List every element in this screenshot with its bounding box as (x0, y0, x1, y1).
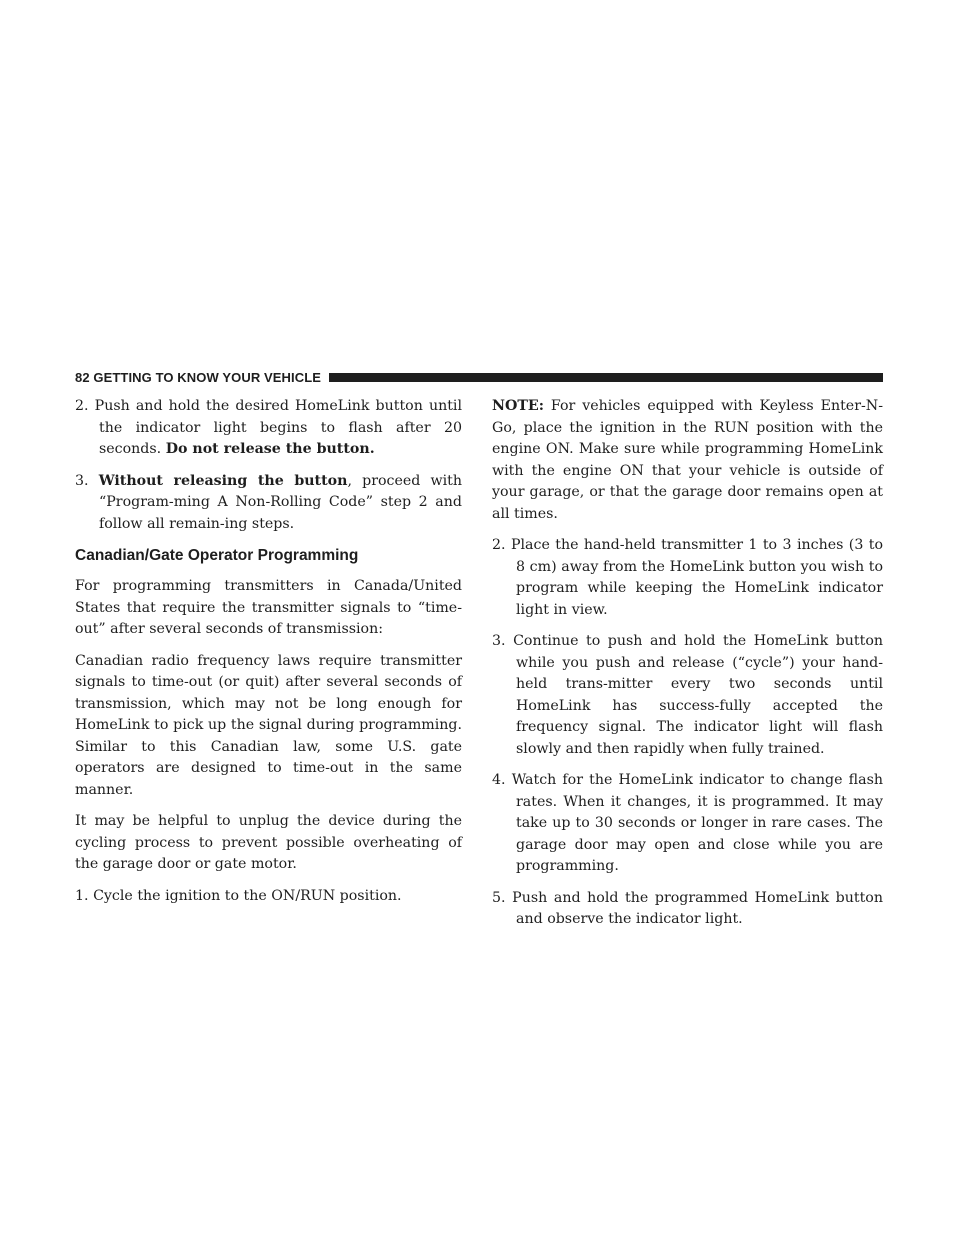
paragraph-intro: For programming transmitters in Canada/United States that require the transmitter signals to “time-out” after several seconds of transmission: (75, 578, 462, 637)
step-number: 4. (492, 772, 506, 788)
list-item (492, 888, 883, 931)
step-number: 2. (75, 398, 89, 414)
section-title: GETTING TO KNOW YOUR VEHICLE (93, 370, 322, 385)
step-text: Continue to push and hold the HomeLink button while you push and release (“cycle”) your hand-held trans-mitter every two seconds until HomeLink has success-fully accepted the frequency signal. The indicator light will flash slowly and then rapidly when fully trained. (513, 633, 883, 757)
left-column (75, 396, 462, 917)
step-number: 3. (492, 633, 506, 649)
step-emphasis: Without releasing the button (98, 472, 348, 489)
section-heading: Canadian/Gate Operator Programming (75, 547, 359, 564)
header-text (75, 370, 321, 386)
paragraph-tip: It may be helpful to unplug the device during the cycling process to prevent possible overheating of the garage door or gate motor. (75, 813, 462, 872)
list-item-step-3 (75, 471, 462, 536)
step-text: Watch for the HomeLink indicator to change flash rates. When it changes, it is programmed. It may take up to 30 seconds or longer in rare cases. The garage door may open and close while you are programming. (511, 772, 884, 874)
step-text: Push and hold the desired HomeLink button until the indicator light begins to flash after 20 seconds. (94, 398, 463, 457)
note-label: NOTE: (492, 398, 544, 414)
paragraph-regulation: Canadian radio frequency laws require transmitter signals to time-out (or quit) after several seconds of transmission, which may not be long enough for HomeLink to pick up the signal during programming. Similar to this Canadian law, some U.S. gate operators are designed to time-out in the same manner. (75, 652, 462, 798)
step-number: 3. (75, 472, 89, 489)
list-item-step-2 (75, 396, 462, 461)
header-rule (329, 373, 883, 382)
page-header (75, 370, 883, 386)
note-text: For vehicles equipped with Keyless Enter-N-Go, place the ignition in the RUN position with the engine ON. Make sure while programming HomeLink with the engine ON that your vehicle is outside of your garage, or that the garage door remains open at all times. (492, 398, 883, 522)
step-text: Cycle the ignition to the ON/RUN position. (93, 887, 402, 904)
right-column (492, 396, 883, 941)
step-number: 1. (75, 887, 89, 904)
list-item (492, 535, 883, 621)
step-number: 5. (492, 889, 506, 906)
step-text: Push and hold the programmed HomeLink button and observe the indicator light. (512, 889, 883, 927)
step-text: , proceed with “Program-ming A Non-Rolling Code” step 2 and follow all remain-ing steps. (99, 472, 462, 532)
note-paragraph (492, 396, 883, 525)
step-text: Place the hand-held transmitter 1 to 3 inches (3 to 8 cm) away from the HomeLink button you wish to program while keeping the HomeLink indicator light in view. (510, 537, 884, 618)
list-item (492, 770, 883, 878)
step-warning: Do not release the button. (165, 441, 375, 457)
list-item (492, 631, 883, 760)
step-number: 2. (492, 537, 506, 553)
list-item-step-1 (75, 886, 462, 908)
page-number: 82 (75, 370, 90, 385)
